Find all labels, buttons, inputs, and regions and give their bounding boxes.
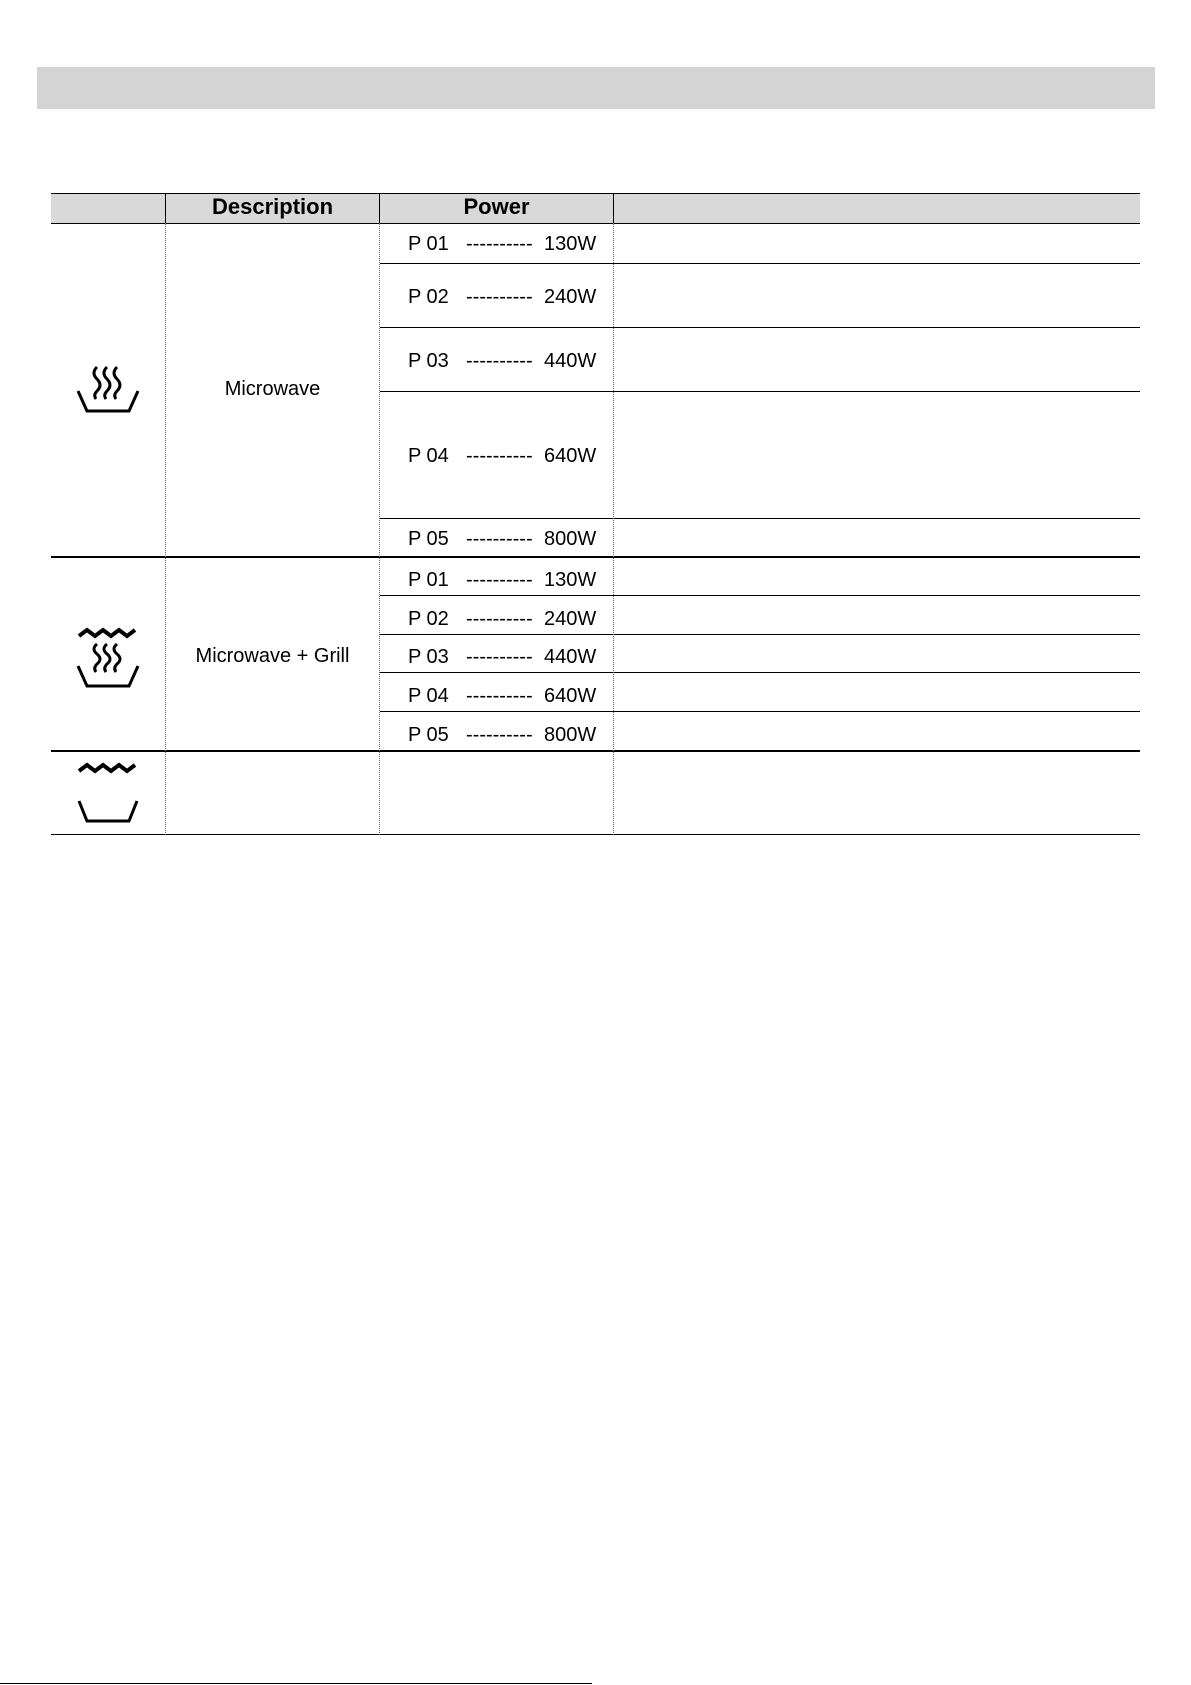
power-row — [408, 646, 638, 669]
power-watts: 800W — [544, 528, 597, 550]
power-separator: ---------- — [466, 608, 533, 630]
description-microwave-grill: Microwave + Grill — [195, 645, 350, 667]
section-header-bar — [37, 67, 1155, 109]
power-separator: ---------- — [466, 350, 533, 372]
power-separator: ---------- — [466, 685, 533, 707]
power-row — [408, 724, 638, 747]
power-code: P 01 — [408, 569, 449, 591]
power-watts: 640W — [544, 445, 597, 467]
power-watts: 800W — [544, 724, 597, 746]
power-watts: 440W — [544, 646, 597, 668]
power-code: P 04 — [408, 445, 449, 467]
header-power: Power — [463, 194, 530, 219]
power-row — [408, 445, 638, 468]
power-row — [408, 233, 638, 256]
power-code: P 02 — [408, 286, 449, 308]
power-separator: ---------- — [466, 445, 533, 467]
power-row — [408, 528, 638, 551]
power-table — [51, 193, 1140, 835]
power-code: P 05 — [408, 724, 449, 746]
power-separator: ---------- — [466, 528, 533, 550]
power-code: P 01 — [408, 233, 449, 255]
power-separator: ---------- — [466, 569, 533, 591]
power-separator: ---------- — [466, 233, 533, 255]
description-microwave: Microwave — [224, 378, 321, 400]
power-code: P 04 — [408, 685, 449, 707]
power-row — [408, 685, 638, 708]
power-watts: 240W — [544, 608, 597, 630]
header-description: Description — [211, 194, 334, 219]
power-code: P 02 — [408, 608, 449, 630]
power-code: P 03 — [408, 646, 449, 668]
power-watts: 240W — [544, 286, 597, 308]
power-code: P 05 — [408, 528, 449, 550]
microwave-grill-icon — [75, 626, 141, 695]
power-separator: ---------- — [466, 646, 533, 668]
power-separator: ---------- — [466, 286, 533, 308]
power-row — [408, 569, 638, 592]
power-watts: 640W — [544, 685, 597, 707]
power-row — [408, 286, 638, 309]
power-row — [408, 608, 638, 631]
grill-icon — [75, 761, 141, 832]
power-watts: 130W — [544, 233, 597, 255]
power-separator: ---------- — [466, 724, 533, 746]
power-code: P 03 — [408, 350, 449, 372]
power-watts: 440W — [544, 350, 597, 372]
microwave-icon — [75, 363, 141, 420]
power-row — [408, 350, 638, 373]
footer-rule — [0, 1683, 592, 1684]
power-watts: 130W — [544, 569, 597, 591]
